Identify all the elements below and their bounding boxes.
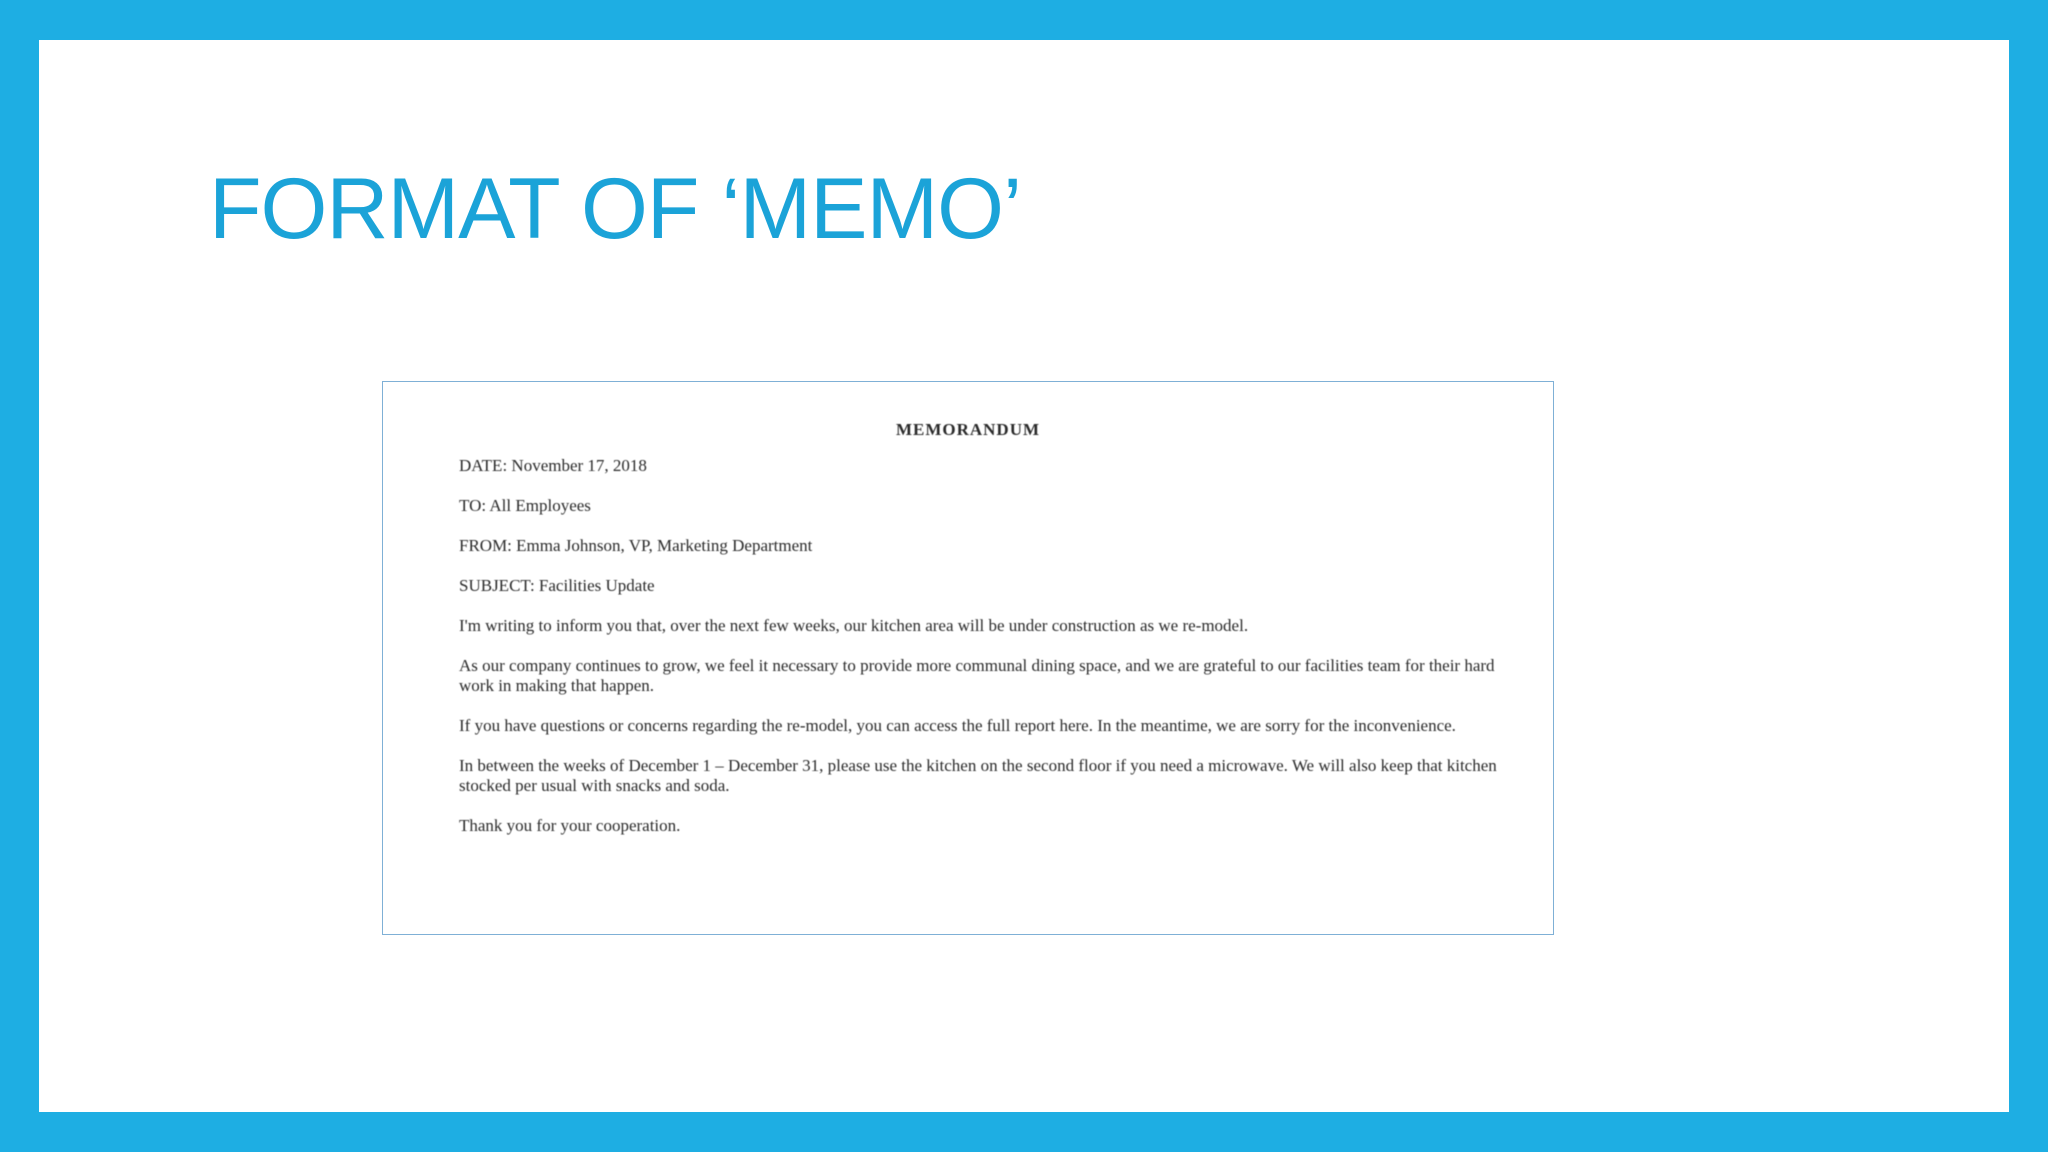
memo-body [459, 456, 1499, 856]
memo-closing: Thank you for your cooperation. [459, 816, 681, 835]
memo-heading: MEMORANDUM [895, 420, 1041, 439]
memo-paragraph: I'm writing to inform you that, over the next few weeks, our kitchen area will be under construction as we re-model. [459, 616, 1249, 635]
memo-paragraph: If you have questions or concerns regarding the re-model, you can access the full report here. In the meantime, we are sorry for the inconvenience. [459, 716, 1456, 735]
memo-image [382, 381, 1554, 935]
memo-from: FROM: Emma Johnson, VP, Marketing Department [459, 536, 813, 555]
memo-paragraph: In between the weeks of December 1 – December 31, please use the kitchen on the second floor if you need a microwave. We will also keep that kitchen stocked per usual with snacks and soda. [459, 756, 1497, 795]
memo-subject: SUBJECT: Facilities Update [459, 576, 655, 595]
memo-paragraph: As our company continues to grow, we feel it necessary to provide more communal dining space, and we are grateful to our facilities team for their hard work in making that happen. [459, 656, 1495, 695]
memo-to: TO: All Employees [459, 496, 591, 515]
slide [39, 40, 2009, 1112]
slide-title: FORMAT OF ‘MEMO’ [209, 161, 1022, 257]
memo-date: DATE: November 17, 2018 [459, 456, 647, 475]
